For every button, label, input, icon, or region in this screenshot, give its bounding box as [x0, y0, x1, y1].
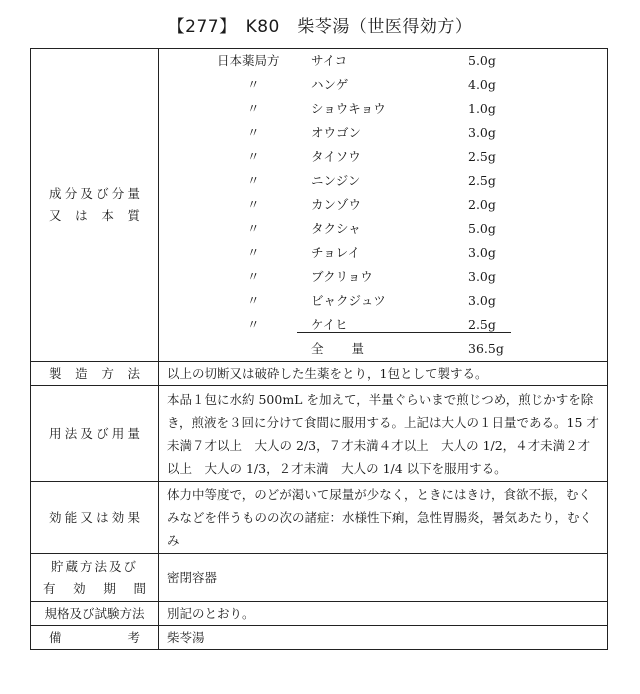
total-row — [159, 337, 607, 361]
standards-label: 規格及び試験方法 — [31, 602, 159, 626]
remarks-row — [31, 626, 608, 650]
ingredient-row: 〃 ブクリョウ 3.0g — [247, 269, 496, 284]
storage-text: 密閉容器 — [159, 554, 608, 602]
storage-row — [31, 554, 608, 602]
monograph-table — [30, 48, 608, 650]
total-label: 全 量 — [311, 341, 366, 356]
composition-row — [31, 49, 608, 362]
ingredient-row: 〃 ショウキョウ 1.0g — [247, 101, 496, 116]
dosage-row — [31, 386, 608, 482]
ingredient-row: 〃 タクシャ 5.0g — [247, 221, 496, 236]
ingredient-row: 〃 ニンジン 2.5g — [247, 173, 496, 188]
composition-list — [159, 49, 608, 362]
efficacy-row — [31, 482, 608, 554]
ingredient-row: 〃 タイソウ 2.5g — [247, 149, 496, 164]
total-divider — [297, 332, 511, 333]
remarks-text: 柴苓湯 — [159, 626, 608, 650]
composition-label-line2: 又 は 本 質 — [49, 208, 140, 223]
manufacturing-text: 以上の切断又は破砕した生薬をとり，1包として製する。 — [159, 362, 608, 386]
page-title: 【277】 K80 柴苓湯（世医得効方） — [167, 17, 473, 37]
manufacturing-row — [31, 362, 608, 386]
ingredient-row: 〃 チョレイ 3.0g — [247, 245, 496, 260]
manufacturing-label: 製 造 方 法 — [31, 362, 159, 386]
ingredient-row: 〃 ハンゲ 4.0g — [247, 77, 496, 92]
standards-text: 別記のとおり。 — [159, 602, 608, 626]
dosage-label: 用 法 及 び 用 量 — [31, 386, 159, 482]
remarks-label: 備 考 — [31, 626, 159, 650]
ingredient-row: 〃 カンゾウ 2.0g — [247, 197, 496, 212]
composition-label — [31, 49, 159, 362]
composition-label-line1: 成 分 及 び 分 量 — [49, 186, 140, 201]
dosage-text: 本品１包に水約 500mL を加えて，半量ぐらいまで煎じつめ，煎じかすを除き，煎液を３回に分けて食間に服用する。上記は大人の１日量である。15 才未満７才以上 大人の 2/3，７才未満４才以上 大人の 1/2，４才未満２才以上 大人の 1/3，２才未満 大人の 1/4 以下を服用する。 — [159, 386, 608, 482]
storage-label: 貯蔵方法及び 有 効 期 間 — [31, 554, 159, 602]
ingredient-row: 日本薬局方 サイコ 5.0g — [217, 53, 496, 68]
ingredient-row: 〃 ビャクジュツ 3.0g — [247, 293, 496, 308]
efficacy-label: 効 能 又 は 効 果 — [31, 482, 159, 554]
composition-items — [159, 49, 607, 361]
efficacy-text: 体力中等度で，のどが渇いて尿量が少なく，ときにはきけ，食欲不振，むくみなどを伴うものの次の諸症：水様性下痢，急性胃腸炎，暑気あたり，むくみ — [159, 482, 608, 554]
ingredient-row: 〃 ケイヒ 2.5g — [247, 317, 496, 332]
total-amount: 36.5g — [468, 341, 504, 356]
ingredient-row: 〃 オウゴン 3.0g — [247, 125, 496, 140]
standards-row — [31, 602, 608, 626]
